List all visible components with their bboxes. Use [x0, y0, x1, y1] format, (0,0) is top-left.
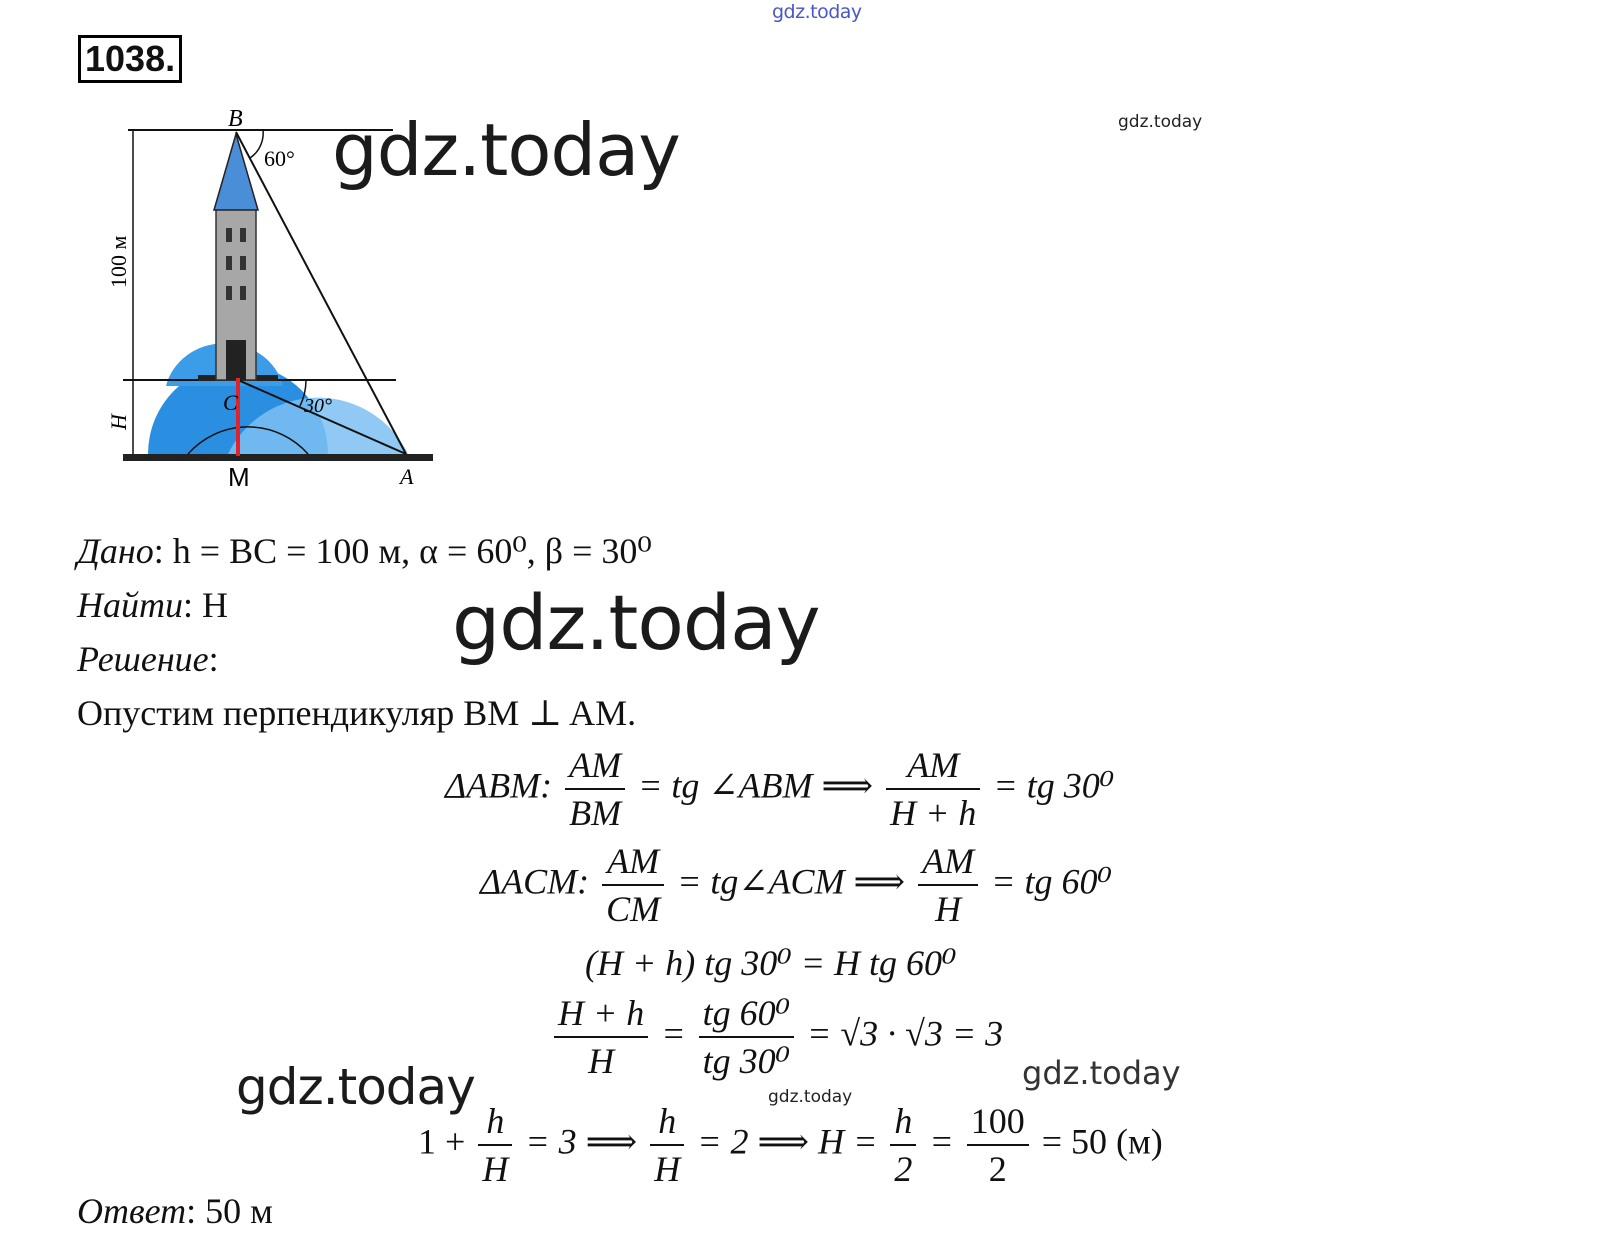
step-perpendicular: Опустим перпендикуляр BM ⊥ AM.: [77, 693, 637, 733]
problem-number: 1038.: [78, 35, 182, 83]
answer-line: [77, 1190, 273, 1232]
solution-text: :: [208, 639, 219, 679]
answer-label: Ответ: [77, 1191, 187, 1231]
find-label: Найти: [77, 585, 183, 625]
equation-acm: ΔACM: $\frac{AM}{CM}$ = tg∠ACM ⟹ $\frac{AM}{H}$ = tg 60⁰: [480, 838, 1112, 932]
watermark-small: gdz.today: [1118, 112, 1203, 132]
equation-final: 1 + $\frac{h}{H}$ = 3 ⟹ $\frac{h}{H}$ = 2 ⟹ H = $\frac{h}{2}$ = $\frac{100}{2}$ = 50 (м): [418, 1098, 1163, 1192]
solution-label: Решение: [77, 639, 209, 679]
given-text: : h = BC = 100 м, α = 60⁰, β = 30⁰: [153, 531, 652, 571]
watermark-large: gdz.today: [452, 578, 820, 667]
watermark-large: gdz.today: [332, 108, 680, 192]
equation-ratio: $\frac{H + h}{H}$ = $\frac{\text{tg 60⁰}}{\text{tg 30⁰}}$ = √3 · √3 = 3: [550, 990, 1003, 1084]
given-line: [77, 530, 652, 572]
label-a: A: [400, 464, 414, 489]
equation-abm: ΔABM: $\frac{AM}{BM}$ = tg ∠ABM ⟹ $\frac{AM}{H + h}$ = tg 30⁰: [445, 742, 1114, 836]
angle-30-label: 30°: [304, 395, 332, 417]
label-b: B: [228, 106, 243, 132]
equation-tangent: (H + h) tg 30⁰ = H tg 60⁰: [585, 943, 957, 983]
watermark-top: gdz.today: [772, 1, 862, 23]
watermark-small: gdz.today: [768, 1087, 853, 1107]
label-c: C: [223, 390, 238, 415]
height-100-label: 100 м: [106, 235, 131, 288]
angle-60-label: 60°: [264, 146, 295, 171]
watermark-medium: gdz.today: [236, 1058, 475, 1116]
find-line: [77, 584, 228, 626]
answer-text: : 50 м: [186, 1191, 273, 1231]
label-m: M: [228, 462, 250, 492]
height-h-label: H: [106, 414, 131, 430]
watermark-medium: gdz.today: [1022, 1054, 1181, 1092]
find-text: : H: [183, 585, 228, 625]
given-label: Дано: [77, 531, 154, 571]
solution-line: [77, 638, 219, 680]
